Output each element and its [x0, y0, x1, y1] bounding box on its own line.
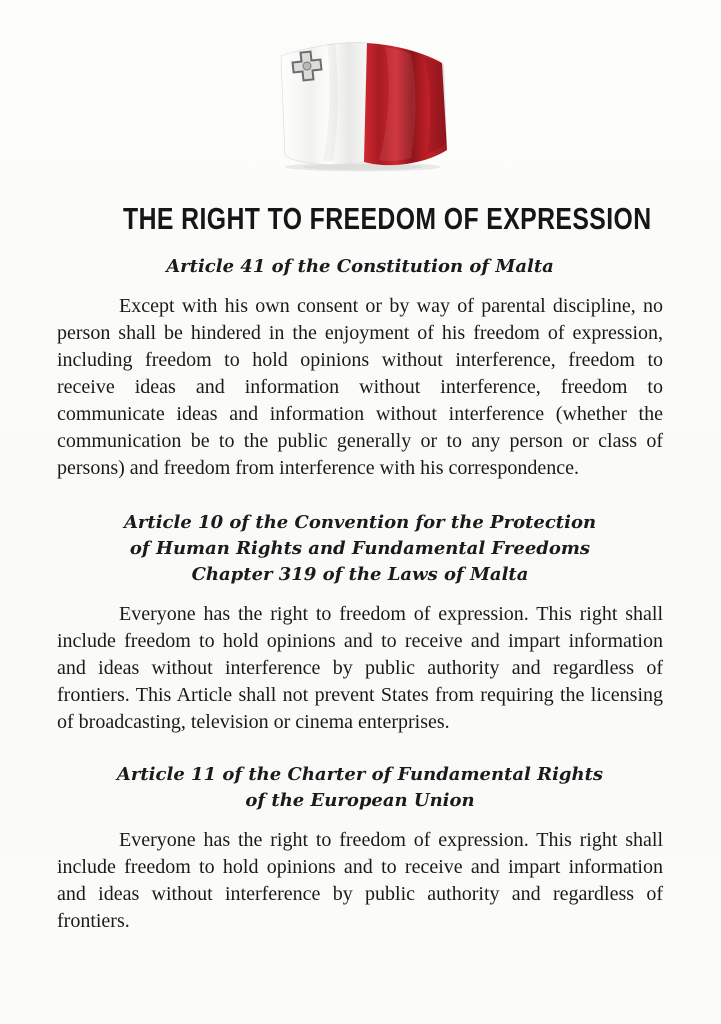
heading-article-11 [57, 762, 663, 814]
heading-line: of Human Rights and Fundamental Freedoms [129, 538, 591, 559]
paragraph-article-10: Everyone has the right to freedom of expression. This right shall include freedom to hold opinions and to receive and impart information and ideas without interference by public authority and regardless of frontiers. This Article shall not prevent States from requiring the licensing of broadcasting, television or cinema enterprises. [57, 603, 663, 733]
heading-line: of the European Union [245, 790, 475, 811]
malta-flag-graphic [275, 38, 455, 172]
paragraph-article-41: Except with his own consent or by way of parental discipline, no person shall be hindered in the enjoyment of his freedom of expression, including freedom to hold opinions without interference, freedom to receive ideas and information without interference, freedom to communicate ideas and information without interference (whether the communication be to the public generally or to any person or class of persons) and freedom from interference with his correspondence. [57, 295, 663, 479]
flag-white-half [281, 43, 367, 165]
heading-line: Article 10 of the Convention for the Protection [123, 512, 597, 533]
heading-line: Chapter 319 of the Laws of Malta [191, 564, 529, 585]
page-title [57, 201, 663, 236]
paragraph-article-11: Everyone has the right to freedom of expression. This right shall include freedom to hold opinions and to receive and impart information and ideas without interference by public authority and regardless of frontiers. [57, 829, 663, 932]
heading-line: Article 11 of the Charter of Fundamental Rights [116, 764, 604, 785]
heading-article-41 [57, 254, 663, 280]
heading-line: Article 41 of the Constitution of Malta [166, 256, 554, 277]
heading-article-10 [57, 510, 663, 588]
malta-flag-image [57, 0, 663, 172]
page-title-text: THE RIGHT TO FREEDOM OF EXPRESSION [123, 201, 652, 236]
